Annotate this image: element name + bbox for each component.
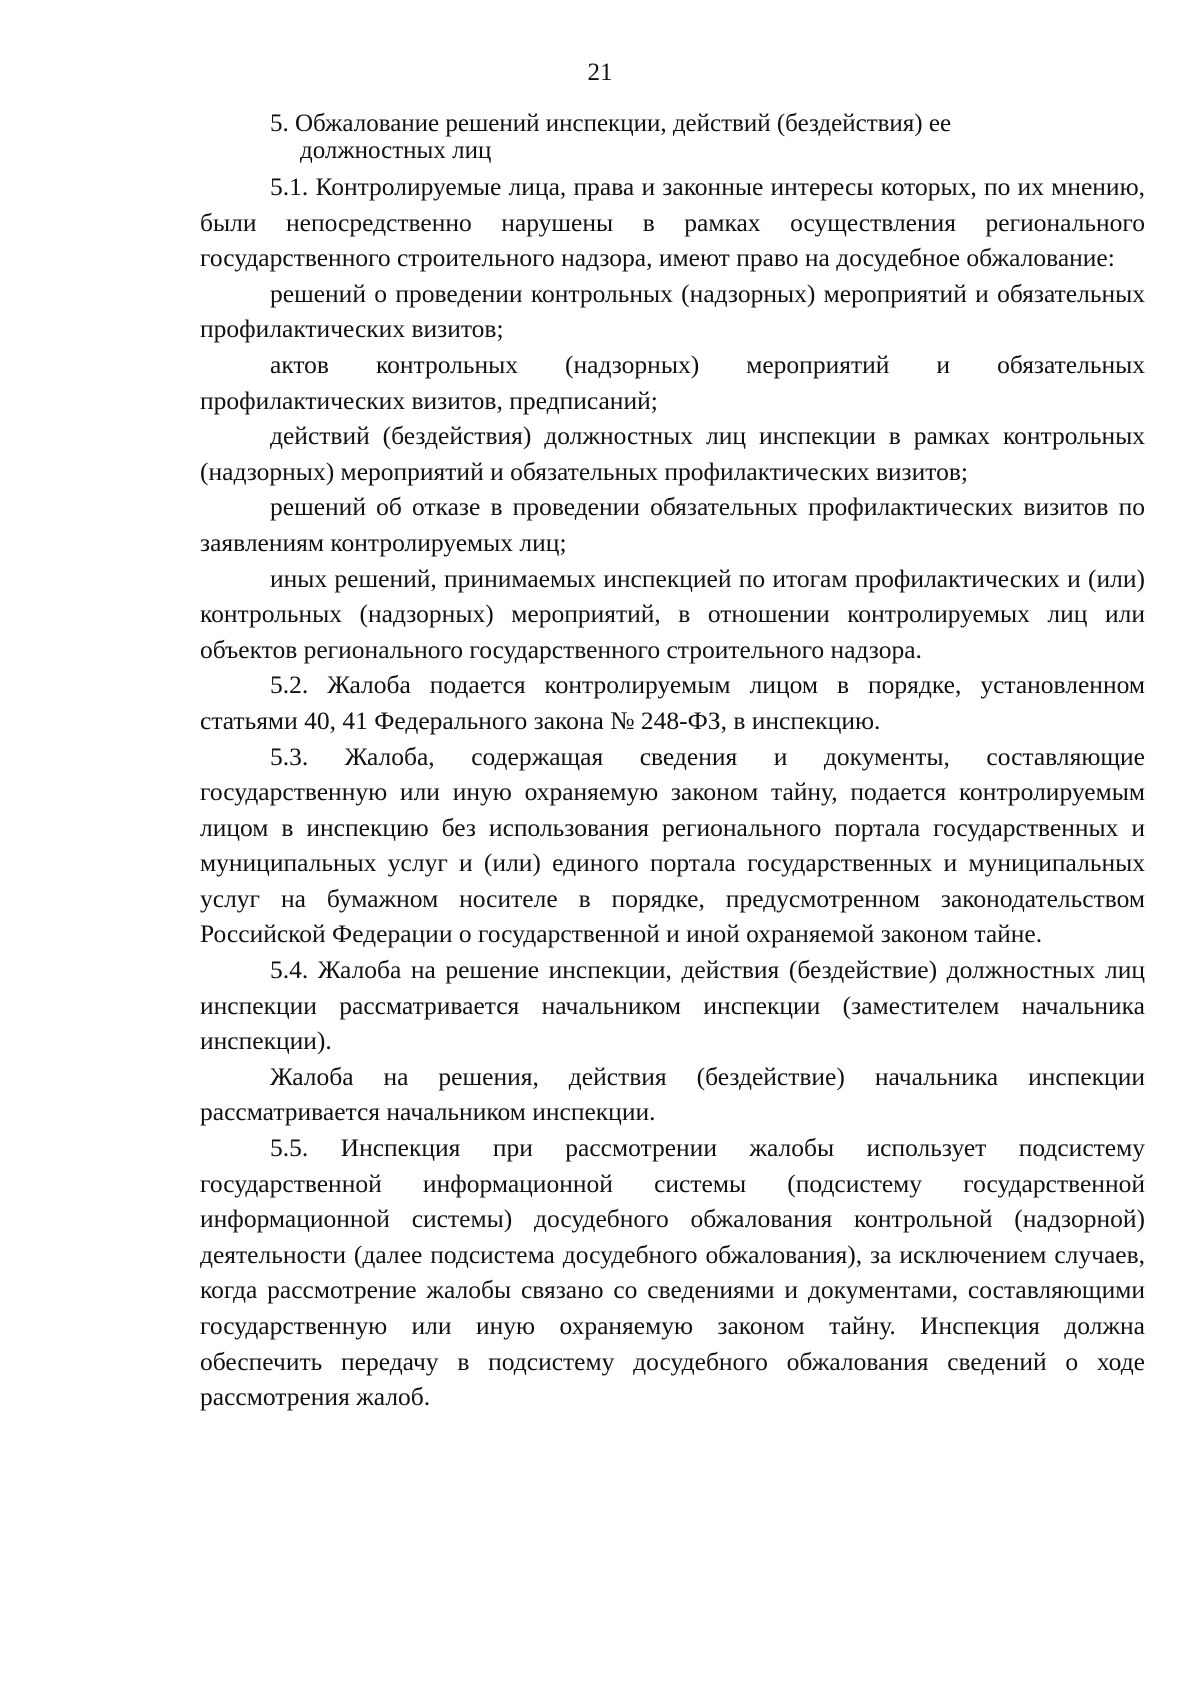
- paragraph-5-3: 5.3. Жалоба, содержащая сведения и документы, составляющие государственную или иную охраняемую законом тайну, подается контролируемым лицом в инспекцию без использования регионального портала государственных и муниципальных услуг и (или) единого портала государственных и муниципальных услуг на бумажном носителе в порядке, предусмотренном законодательством Российской Федерации о государственной и иной охраняемой законом тайне.: [200, 741, 1145, 949]
- section-heading: [270, 110, 1100, 164]
- paragraph-5-1: 5.1. Контролируемые лица, права и законные интересы которых, по их мнению, были непосредственно нарушены в рамках осуществления регионального государственного строительного надзора, имеют право на досудебное обжалование:: [200, 172, 1145, 273]
- paragraph-5-2: 5.2. Жалоба подается контролируемым лицом в порядке, установленном статьями 40, 41 Федерального закона № 248-ФЗ, в инспекцию.: [200, 670, 1145, 735]
- paragraph-5-4-continued: Жалоба на решения, действия (бездействие) начальника инспекции рассматривается начальником инспекции.: [200, 1061, 1145, 1127]
- list-item: действий (бездействия) должностных лиц инспекции в рамках контрольных (надзорных) мероприятий и обязательных профилактических визитов;: [200, 421, 1145, 486]
- section-heading-line2: должностных лиц: [300, 137, 492, 164]
- paragraph-5-4: 5.4. Жалоба на решение инспекции, действия (бездействие) должностных лиц инспекции рассматривается начальником инспекции (заместителем начальника инспекции).: [200, 955, 1145, 1056]
- list-item: иных решений, принимаемых инспекцией по итогам профилактических и (или) контрольных (надзорных) мероприятий, в отношении контролируемых лиц или объектов регионального государственного строительного надзора.: [200, 563, 1145, 664]
- list-item: решений о проведении контрольных (надзорных) мероприятий и обязательных профилактических визитов;: [200, 278, 1145, 344]
- document-body: [200, 169, 1145, 1415]
- list-item: решений об отказе в проведении обязательных профилактических визитов по заявлениям контролируемых лиц;: [200, 492, 1145, 557]
- paragraph-5-5: 5.5. Инспекция при рассмотрении жалобы использует подсистему государственной информационной системы (подсистему государственной информационной системы) досудебного обжалования контрольной (надзорной) деятельности (далее подсистема досудебного обжалования), за исключением случаев, когда рассмотрение жалобы связано со сведениями и документами, составляющими государственную или иную охраняемую законом тайну. Инспекция должна обеспечить передачу в подсистему досудебного обжалования сведений о ходе рассмотрения жалоб.: [200, 1133, 1145, 1412]
- section-heading-line1: 5. Обжалование решений инспекции, действий (бездействия) ее: [270, 110, 952, 137]
- page-number: 21: [587, 59, 613, 86]
- list-item: актов контрольных (надзорных) мероприятий и обязательных профилактических визитов, предписаний;: [200, 349, 1145, 415]
